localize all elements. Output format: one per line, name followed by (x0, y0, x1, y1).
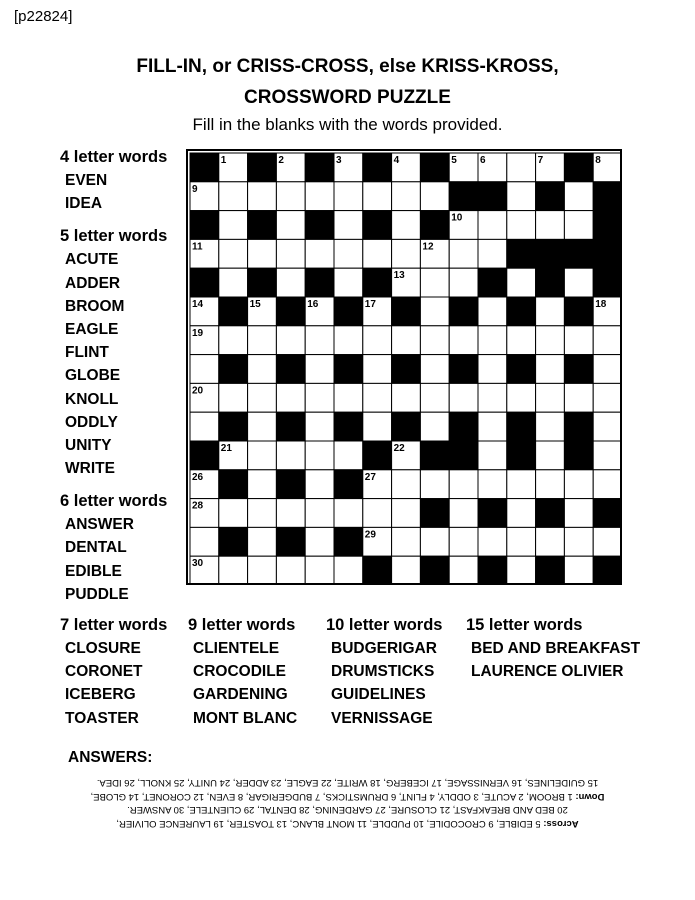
grid-cell[interactable] (564, 556, 593, 585)
word-list-item: KNOLL (65, 390, 119, 408)
grid-block (478, 499, 507, 528)
clue-number: 28 (192, 500, 204, 512)
grid-block (334, 527, 363, 556)
grid-cell[interactable] (219, 268, 248, 297)
grid-cell[interactable] (248, 527, 277, 556)
word-group (60, 146, 167, 215)
word-group-header: 5 letter words (60, 227, 168, 246)
grid-block (478, 268, 507, 297)
grid-block (593, 211, 622, 240)
grid-cell[interactable] (420, 182, 449, 211)
clue-number: 25 (566, 443, 578, 454)
word-list-item: WRITE (65, 460, 115, 478)
instructions: Fill in the blanks with the words provided. (192, 115, 503, 134)
grid-cell[interactable] (392, 527, 421, 556)
grid-cell[interactable] (276, 499, 305, 528)
word-list-item: BED AND BREAKFAST (471, 640, 641, 657)
grid-cell[interactable] (564, 527, 593, 556)
grid-cell[interactable] (420, 326, 449, 355)
grid-cell[interactable] (420, 383, 449, 412)
grid-block (219, 412, 248, 441)
grid-cell[interactable] (248, 182, 277, 211)
grid-cell[interactable] (478, 297, 507, 326)
grid-cell[interactable] (593, 527, 622, 556)
grid-cell[interactable] (248, 441, 277, 470)
word-list-item: LAURENCE OLIVIER (471, 663, 624, 681)
grid-block (478, 182, 507, 211)
clue-number: 20 (192, 385, 204, 397)
word-list-item: BROOM (65, 297, 125, 315)
grid-cell[interactable] (305, 499, 334, 528)
word-list-item: EAGLE (65, 320, 119, 338)
grid-block (276, 355, 305, 384)
word-list-item: UNITY (65, 436, 112, 454)
clue-number: 21 (220, 443, 232, 454)
grid-cell[interactable] (363, 383, 392, 412)
crossword-grid[interactable] (186, 149, 622, 585)
grid-block (593, 268, 622, 297)
grid-cell[interactable] (564, 211, 593, 240)
grid-cell[interactable] (536, 355, 565, 384)
word-list-item: EDIBLE (65, 562, 122, 580)
clue-number: 9 (192, 183, 198, 195)
grid-cell[interactable] (392, 326, 421, 355)
grid-block (449, 355, 478, 384)
grid-cell[interactable] (449, 470, 478, 499)
word-list-item: PUDDLE (65, 585, 129, 603)
grid-cell[interactable] (363, 412, 392, 441)
grid-cell[interactable] (334, 383, 363, 412)
clue-number: 11 (192, 241, 203, 253)
grid-block (564, 297, 593, 326)
grid-cell[interactable] (593, 412, 622, 441)
grid-block (363, 211, 392, 240)
word-list-item: ACUTE (65, 251, 119, 269)
grid-cell[interactable] (190, 527, 219, 556)
word-list-item: IDEA (65, 195, 103, 213)
grid-block (392, 412, 421, 441)
grid-cell[interactable] (536, 383, 565, 412)
grid-cell[interactable] (248, 355, 277, 384)
word-list-item: CLIENTELE (193, 640, 280, 657)
grid-block (449, 412, 478, 441)
grid-cell[interactable] (190, 355, 219, 384)
grid-cell[interactable] (276, 326, 305, 355)
word-list-item: BUDGERIGAR (331, 640, 437, 657)
grid-cell[interactable] (248, 326, 277, 355)
grid-cell[interactable] (305, 182, 334, 211)
grid-cell[interactable] (363, 355, 392, 384)
clue-number: 8 (595, 155, 601, 166)
grid-cell[interactable] (420, 297, 449, 326)
answers-across-line1 (0, 817, 695, 831)
grid-block (536, 182, 565, 211)
answers-upside-down (0, 776, 695, 830)
grid-block (190, 268, 219, 297)
grid-block (219, 355, 248, 384)
word-list-item: MONT BLANC (193, 709, 298, 727)
grid-cell[interactable] (449, 527, 478, 556)
down-answers-1: 1 BROOM, 2 ACUTE, 3 ODDLY, 4 FLINT, 6 DRUMSTICKS, 7 BUDGERIGAR, 8 EVEN, 12 CORONET, 14 GLOBE, (90, 791, 573, 802)
grid-cell[interactable] (305, 556, 334, 585)
word-group-header: 7 letter words (60, 616, 168, 634)
word-list-item: ADDER (65, 274, 121, 292)
grid-cell[interactable] (420, 527, 449, 556)
grid-cell[interactable] (478, 355, 507, 384)
grid-cell[interactable] (478, 470, 507, 499)
grid-cell[interactable] (305, 383, 334, 412)
clue-number: 13 (393, 270, 405, 282)
grid-cell[interactable] (392, 383, 421, 412)
grid-cell[interactable] (478, 527, 507, 556)
grid-block (305, 153, 334, 182)
grid-block (449, 182, 478, 211)
clue-number: 26 (192, 471, 204, 483)
puzzle-id: [p22824] (14, 8, 73, 25)
word-list-left (60, 146, 167, 616)
grid-block (219, 470, 248, 499)
grid-block (507, 355, 536, 384)
answers-down-line1 (0, 790, 695, 804)
grid-cell[interactable] (363, 326, 392, 355)
grid-cell[interactable] (248, 412, 277, 441)
grid-block (564, 355, 593, 384)
grid-cell[interactable] (507, 470, 536, 499)
grid-cell[interactable] (507, 527, 536, 556)
grid-block (363, 556, 392, 585)
answers-down-line2: 15 GUIDELINES, 16 VERNISSAGE, 17 ICEBERG, 18 WRITE, 22 EAGLE, 23 ADDER, 24 UNITY, 25 KNOLL, 26 IDEA. (96, 777, 599, 789)
grid-cell[interactable] (276, 383, 305, 412)
word-list-item: TOASTER (65, 709, 139, 727)
grid-block (507, 297, 536, 326)
grid-block (363, 153, 392, 182)
answers-across-line2: 20 BED AND BREAKFAST, 21 CLOSURE, 27 GARDENING, 28 DENTAL, 29 CLIENTELE, 30 ANSWER. (127, 804, 568, 816)
grid-block (334, 470, 363, 499)
grid-cell[interactable] (305, 239, 334, 268)
across-label: Across: (543, 818, 579, 829)
grid-cell[interactable] (219, 556, 248, 585)
grid-cell[interactable] (507, 556, 536, 585)
word-group-header: 15 letter words (466, 616, 583, 634)
grid-cell[interactable] (392, 239, 421, 268)
down-label: Down: (575, 791, 605, 802)
grid-cell[interactable] (219, 383, 248, 412)
grid-block (593, 556, 622, 585)
grid-block (593, 499, 622, 528)
grid-block (248, 211, 277, 240)
clue-number: 6 (480, 155, 486, 166)
word-group-header: 4 letter words (60, 148, 168, 166)
grid-block (420, 211, 449, 240)
grid-cell[interactable] (276, 182, 305, 211)
grid-cell[interactable] (420, 412, 449, 441)
grid-cell[interactable] (276, 211, 305, 240)
grid-block (334, 297, 363, 326)
grid-cell[interactable] (334, 268, 363, 297)
grid-cell[interactable] (334, 499, 363, 528)
grid-cell[interactable] (593, 326, 622, 355)
word-group (60, 225, 167, 480)
grid-cell[interactable] (420, 470, 449, 499)
grid-cell[interactable] (219, 211, 248, 240)
grid-cell[interactable] (564, 182, 593, 211)
grid-cell[interactable] (536, 326, 565, 355)
grid-block (276, 412, 305, 441)
word-group-header: 6 letter words (60, 492, 168, 511)
grid-block (593, 182, 622, 211)
word-list-item: VERNISSAGE (331, 709, 433, 727)
word-list-9-letter (188, 614, 297, 730)
grid-cell[interactable] (219, 239, 248, 268)
grid-block (564, 412, 593, 441)
grid-block (190, 211, 219, 240)
word-group-header: 9 letter words (188, 616, 296, 634)
grid-cell[interactable] (420, 355, 449, 384)
word-list-item: GARDENING (193, 686, 288, 704)
grid-cell[interactable] (219, 182, 248, 211)
clue-number: 1 (220, 155, 227, 166)
grid-cell[interactable] (248, 556, 277, 585)
clue-number: 24 (508, 443, 520, 454)
grid-cell[interactable] (536, 297, 565, 326)
grid-cell[interactable] (276, 268, 305, 297)
grid-block (593, 239, 622, 268)
grid-cell[interactable] (564, 268, 593, 297)
grid-block (507, 412, 536, 441)
clue-number: 14 (192, 299, 204, 310)
word-list-item: GUIDELINES (331, 686, 426, 704)
word-list-item: GLOBE (65, 367, 121, 385)
word-list-item: DENTAL (65, 539, 127, 557)
grid-block (478, 556, 507, 585)
grid-cell[interactable] (392, 211, 421, 240)
grid-cell[interactable] (392, 182, 421, 211)
grid-block (334, 355, 363, 384)
grid-cell[interactable] (536, 470, 565, 499)
word-list-item: CROCODILE (193, 663, 286, 681)
grid-cell[interactable] (392, 556, 421, 585)
grid-cell[interactable] (507, 499, 536, 528)
word-list-item: DRUMSTICKS (331, 663, 435, 681)
grid-cell[interactable] (305, 355, 334, 384)
grid-cell[interactable] (248, 239, 277, 268)
clue-number: 17 (364, 299, 376, 310)
grid-block (420, 153, 449, 182)
grid-cell[interactable] (507, 153, 536, 182)
grid-cell[interactable] (392, 470, 421, 499)
grid-block (420, 556, 449, 585)
grid-cell[interactable] (593, 441, 622, 470)
grid-block (536, 499, 565, 528)
grid-block (536, 556, 565, 585)
grid-cell[interactable] (478, 326, 507, 355)
clue-number: 4 (393, 155, 400, 166)
grid-cell[interactable] (564, 383, 593, 412)
grid-block (536, 239, 565, 268)
grid-block (248, 268, 277, 297)
clue-number: 23 (451, 443, 463, 454)
clue-number: 5 (451, 155, 457, 166)
grid-cell[interactable] (334, 239, 363, 268)
grid-block (334, 412, 363, 441)
grid-block (305, 211, 334, 240)
clue-number: 29 (364, 529, 376, 541)
grid-cell[interactable] (276, 556, 305, 585)
grid-cell[interactable] (507, 182, 536, 211)
grid-cell[interactable] (536, 441, 565, 470)
grid-cell[interactable] (564, 499, 593, 528)
clue-number: 30 (192, 558, 204, 570)
word-list-item: ICEBERG (65, 686, 136, 704)
grid-cell[interactable] (478, 239, 507, 268)
word-list-7-letter (60, 614, 167, 730)
answers-title: ANSWERS: (68, 749, 153, 766)
grid-cell[interactable] (276, 441, 305, 470)
grid-cell[interactable] (449, 268, 478, 297)
grid-cell[interactable] (507, 383, 536, 412)
word-group (60, 490, 167, 606)
grid-cell[interactable] (190, 412, 219, 441)
grid-cell[interactable] (449, 239, 478, 268)
grid-block (420, 499, 449, 528)
grid-cell[interactable] (478, 412, 507, 441)
grid-cell[interactable] (449, 499, 478, 528)
grid-block (190, 153, 219, 182)
page-title-line2: CROSSWORD PUZZLE (244, 87, 451, 108)
grid-cell[interactable] (478, 211, 507, 240)
clue-number: 15 (249, 299, 261, 310)
grid-cell[interactable] (334, 556, 363, 585)
word-list-15-letter (466, 614, 640, 683)
grid-cell[interactable] (507, 211, 536, 240)
page-title: FILL-IN, or CRISS-CROSS, else KRISS-KROSS, (136, 56, 559, 77)
clue-number: 22 (393, 443, 405, 454)
grid-block (276, 297, 305, 326)
grid-cell[interactable] (449, 326, 478, 355)
grid-cell[interactable] (248, 383, 277, 412)
clue-number: 7 (537, 155, 544, 166)
grid-cell[interactable] (536, 211, 565, 240)
clue-number: 10 (451, 212, 463, 224)
grid-cell[interactable] (334, 326, 363, 355)
grid-block (276, 527, 305, 556)
word-list-item: FLINT (65, 344, 109, 362)
clue-number: 27 (364, 471, 376, 483)
grid-cell[interactable] (334, 441, 363, 470)
grid-block (449, 297, 478, 326)
grid-block (190, 441, 219, 470)
grid-block (219, 527, 248, 556)
grid-cell[interactable] (478, 383, 507, 412)
grid-cell[interactable] (363, 499, 392, 528)
grid-cell[interactable] (305, 527, 334, 556)
grid-block (219, 297, 248, 326)
grid-block (363, 441, 392, 470)
clue-number: 3 (336, 155, 342, 166)
word-list-10-letter (326, 614, 442, 730)
grid-block (564, 153, 593, 182)
grid-cell[interactable] (564, 470, 593, 499)
grid-cell[interactable] (392, 499, 421, 528)
grid-block (305, 268, 334, 297)
grid-cell[interactable] (363, 239, 392, 268)
clue-number: 12 (422, 241, 434, 253)
grid-cell[interactable] (536, 412, 565, 441)
clue-number: 18 (595, 299, 607, 310)
grid-cell[interactable] (334, 211, 363, 240)
grid-cell[interactable] (449, 556, 478, 585)
grid-cell[interactable] (593, 355, 622, 384)
grid-cell[interactable] (420, 268, 449, 297)
clue-number: 16 (307, 299, 319, 310)
grid-cell[interactable] (536, 527, 565, 556)
word-list-item: ODDLY (65, 413, 118, 431)
word-list-item: EVEN (65, 172, 108, 189)
grid-cell[interactable] (564, 326, 593, 355)
grid-cell[interactable] (363, 182, 392, 211)
word-list-item: CLOSURE (65, 640, 141, 657)
grid-cell[interactable] (248, 470, 277, 499)
grid-cell[interactable] (593, 470, 622, 499)
grid-block (420, 441, 449, 470)
grid-block (507, 239, 536, 268)
grid-block (276, 470, 305, 499)
word-group-header: 10 letter words (326, 616, 443, 634)
grid-cell[interactable] (449, 383, 478, 412)
grid-cell[interactable] (276, 239, 305, 268)
grid-block (392, 355, 421, 384)
clue-number: 2 (278, 155, 284, 166)
word-list-item: ANSWER (65, 516, 134, 534)
grid-cell[interactable] (248, 499, 277, 528)
grid-cell[interactable] (507, 326, 536, 355)
grid-block (248, 153, 277, 182)
grid-block (363, 268, 392, 297)
across-answers-1: 5 EDIBLE, 9 CROCODILE, 10 PUDDLE, 11 MONT BLANC, 13 TOASTER, 19 LAURENCE OLIVIER, (116, 818, 541, 829)
grid-cell[interactable] (305, 412, 334, 441)
grid-block (392, 297, 421, 326)
grid-cell[interactable] (334, 182, 363, 211)
grid-cell[interactable] (219, 326, 248, 355)
grid-cell[interactable] (219, 499, 248, 528)
grid-cell[interactable] (507, 268, 536, 297)
word-list-item: CORONET (65, 663, 143, 681)
grid-block (536, 268, 565, 297)
grid-block (564, 239, 593, 268)
grid-cell[interactable] (305, 441, 334, 470)
grid-cell[interactable] (593, 383, 622, 412)
grid-cell[interactable] (305, 470, 334, 499)
clue-number: 19 (192, 327, 204, 339)
grid-cell[interactable] (305, 326, 334, 355)
grid-cell[interactable] (478, 441, 507, 470)
